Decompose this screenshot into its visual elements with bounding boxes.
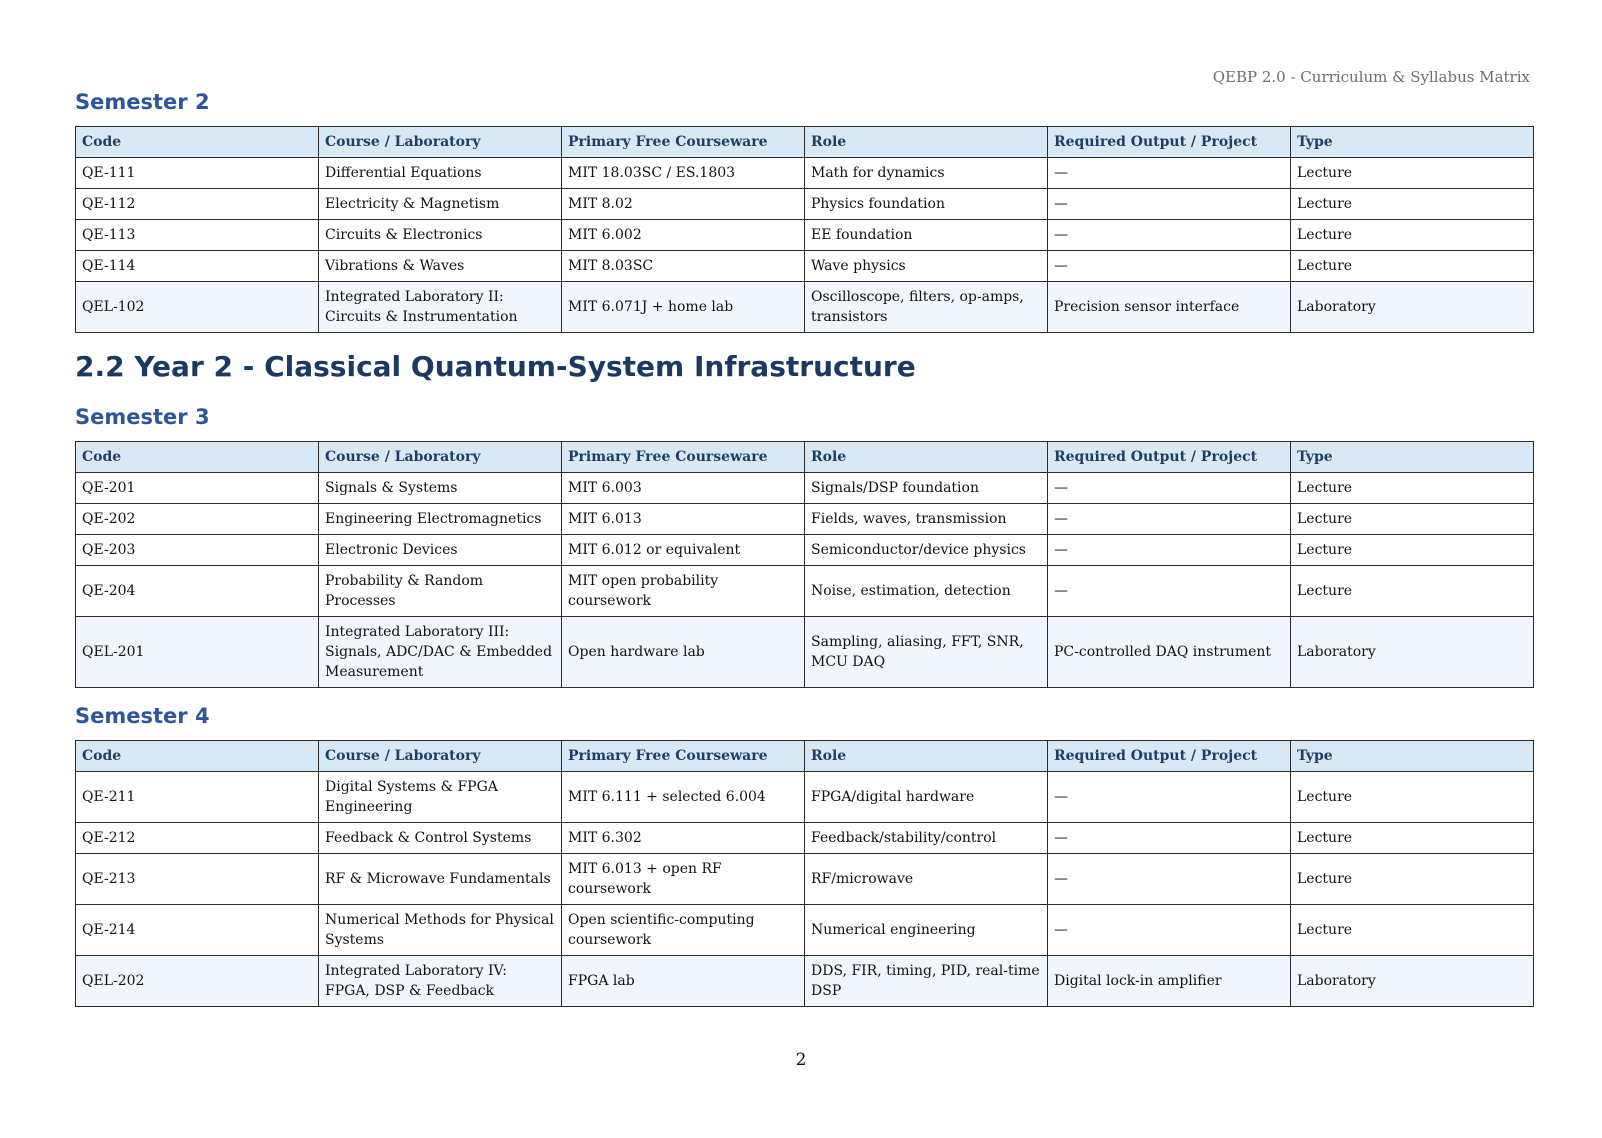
table-cell: QE-112 xyxy=(76,189,319,220)
table-row xyxy=(76,823,1534,854)
table-cell: MIT 18.03SC / ES.1803 xyxy=(562,158,805,189)
table-cell: Lecture xyxy=(1291,504,1534,535)
table-cell: Feedback & Control Systems xyxy=(319,823,562,854)
table-cell: — xyxy=(1048,823,1291,854)
table-cell: MIT 8.02 xyxy=(562,189,805,220)
semester-heading: Semester 2 xyxy=(75,90,210,114)
running-header: QEBP 2.0 - Curriculum & Syllabus Matrix xyxy=(1212,68,1530,86)
year-heading: 2.2 Year 2 - Classical Quantum-System Infrastructure xyxy=(75,350,916,383)
table-cell: QE-113 xyxy=(76,220,319,251)
table-row xyxy=(76,473,1534,504)
table-row xyxy=(76,158,1534,189)
table-cell: Open hardware lab xyxy=(562,617,805,688)
table-cell: Lecture xyxy=(1291,772,1534,823)
table-cell: Circuits & Electronics xyxy=(319,220,562,251)
table-row xyxy=(76,905,1534,956)
table-cell: FPGA lab xyxy=(562,956,805,1007)
table-cell: Math for dynamics xyxy=(805,158,1048,189)
column-header: Role xyxy=(805,741,1048,772)
table-cell: — xyxy=(1048,566,1291,617)
semester-heading: Semester 3 xyxy=(75,405,210,429)
table-cell: Feedback/stability/control xyxy=(805,823,1048,854)
table-cell: QE-212 xyxy=(76,823,319,854)
table-cell: EE foundation xyxy=(805,220,1048,251)
table-cell: Numerical engineering xyxy=(805,905,1048,956)
table-cell: QEL-102 xyxy=(76,282,319,333)
table-cell: QE-111 xyxy=(76,158,319,189)
table-cell: QE-211 xyxy=(76,772,319,823)
table-cell: Lecture xyxy=(1291,473,1534,504)
table-cell: Lecture xyxy=(1291,566,1534,617)
course-table-semester-4 xyxy=(75,740,1534,1007)
course-table-semester-2 xyxy=(75,126,1534,333)
table-cell: DDS, FIR, timing, PID, real-time DSP xyxy=(805,956,1048,1007)
table-row xyxy=(76,282,1534,333)
table-row xyxy=(76,189,1534,220)
table-cell: QEL-202 xyxy=(76,956,319,1007)
table-cell: Laboratory xyxy=(1291,617,1534,688)
table-cell: QEL-201 xyxy=(76,617,319,688)
table-cell: Electronic Devices xyxy=(319,535,562,566)
table-cell: Probability & Random Processes xyxy=(319,566,562,617)
table-cell: MIT 6.111 + selected 6.004 xyxy=(562,772,805,823)
column-header: Type xyxy=(1291,127,1534,158)
course-table-semester-3 xyxy=(75,441,1534,688)
page-number: 2 xyxy=(795,1050,807,1070)
column-header: Role xyxy=(805,127,1048,158)
table-cell: Engineering Electromagnetics xyxy=(319,504,562,535)
table-row xyxy=(76,617,1534,688)
column-header: Primary Free Courseware xyxy=(562,741,805,772)
table-cell: — xyxy=(1048,251,1291,282)
table-cell: Noise, estimation, detection xyxy=(805,566,1048,617)
table-row xyxy=(76,772,1534,823)
table-cell: Electricity & Magnetism xyxy=(319,189,562,220)
table-cell: Lecture xyxy=(1291,854,1534,905)
table-cell: Laboratory xyxy=(1291,956,1534,1007)
table-cell: Wave physics xyxy=(805,251,1048,282)
column-header: Required Output / Project xyxy=(1048,127,1291,158)
table-cell: — xyxy=(1048,504,1291,535)
column-header: Course / Laboratory xyxy=(319,442,562,473)
table-cell: Signals & Systems xyxy=(319,473,562,504)
table-cell: Digital lock-in amplifier xyxy=(1048,956,1291,1007)
table-cell: QE-204 xyxy=(76,566,319,617)
table-cell: Precision sensor interface xyxy=(1048,282,1291,333)
table-cell: — xyxy=(1048,772,1291,823)
table-cell: Digital Systems & FPGA Engineering xyxy=(319,772,562,823)
table-cell: MIT 6.302 xyxy=(562,823,805,854)
table-cell: Differential Equations xyxy=(319,158,562,189)
table-cell: — xyxy=(1048,854,1291,905)
table-cell: Integrated Laboratory II: Circuits & Instrumentation xyxy=(319,282,562,333)
table-cell: FPGA/digital hardware xyxy=(805,772,1048,823)
table-cell: QE-213 xyxy=(76,854,319,905)
semester-heading: Semester 4 xyxy=(75,704,210,728)
table-cell: Numerical Methods for Physical Systems xyxy=(319,905,562,956)
table-cell: Lecture xyxy=(1291,251,1534,282)
table-row xyxy=(76,535,1534,566)
column-header: Role xyxy=(805,442,1048,473)
table-cell: MIT open probability coursework xyxy=(562,566,805,617)
table-cell: Fields, waves, transmission xyxy=(805,504,1048,535)
table-cell: — xyxy=(1048,189,1291,220)
table-cell: Signals/DSP foundation xyxy=(805,473,1048,504)
table-cell: RF/microwave xyxy=(805,854,1048,905)
table-cell: QE-114 xyxy=(76,251,319,282)
column-header: Type xyxy=(1291,442,1534,473)
table-row xyxy=(76,220,1534,251)
table-header-row xyxy=(76,442,1534,473)
table-cell: MIT 6.013 xyxy=(562,504,805,535)
column-header: Code xyxy=(76,741,319,772)
table-cell: RF & Microwave Fundamentals xyxy=(319,854,562,905)
table-cell: QE-203 xyxy=(76,535,319,566)
column-header: Required Output / Project xyxy=(1048,442,1291,473)
table-cell: QE-214 xyxy=(76,905,319,956)
table-row xyxy=(76,566,1534,617)
table-cell: Sampling, aliasing, FFT, SNR, MCU DAQ xyxy=(805,617,1048,688)
table-cell: Lecture xyxy=(1291,535,1534,566)
table-cell: — xyxy=(1048,158,1291,189)
table-header-row xyxy=(76,741,1534,772)
column-header: Type xyxy=(1291,741,1534,772)
table-cell: Oscilloscope, filters, op-amps, transistors xyxy=(805,282,1048,333)
table-cell: MIT 8.03SC xyxy=(562,251,805,282)
table-cell: — xyxy=(1048,220,1291,251)
table-cell: — xyxy=(1048,535,1291,566)
table-cell: Physics foundation xyxy=(805,189,1048,220)
table-cell: Vibrations & Waves xyxy=(319,251,562,282)
table-cell: MIT 6.002 xyxy=(562,220,805,251)
column-header: Course / Laboratory xyxy=(319,741,562,772)
table-row xyxy=(76,854,1534,905)
column-header: Required Output / Project xyxy=(1048,741,1291,772)
table-cell: Lecture xyxy=(1291,823,1534,854)
table-cell: Integrated Laboratory III: Signals, ADC/DAC & Embedded Measurement xyxy=(319,617,562,688)
table-cell: Lecture xyxy=(1291,189,1534,220)
table-cell: MIT 6.013 + open RF coursework xyxy=(562,854,805,905)
table-cell: Lecture xyxy=(1291,220,1534,251)
table-cell: Lecture xyxy=(1291,158,1534,189)
table-row xyxy=(76,251,1534,282)
table-cell: Open scientific-computing coursework xyxy=(562,905,805,956)
table-cell: Laboratory xyxy=(1291,282,1534,333)
table-cell: Semiconductor/device physics xyxy=(805,535,1048,566)
table-cell: PC-controlled DAQ instrument xyxy=(1048,617,1291,688)
column-header: Primary Free Courseware xyxy=(562,127,805,158)
column-header: Primary Free Courseware xyxy=(562,442,805,473)
table-cell: — xyxy=(1048,905,1291,956)
table-cell: QE-202 xyxy=(76,504,319,535)
table-cell: MIT 6.012 or equivalent xyxy=(562,535,805,566)
page-content xyxy=(75,88,1533,1021)
table-header-row xyxy=(76,127,1534,158)
column-header: Code xyxy=(76,127,319,158)
table-cell: QE-201 xyxy=(76,473,319,504)
table-row xyxy=(76,504,1534,535)
table-cell: — xyxy=(1048,473,1291,504)
table-cell: MIT 6.071J + home lab xyxy=(562,282,805,333)
column-header: Course / Laboratory xyxy=(319,127,562,158)
column-header: Code xyxy=(76,442,319,473)
table-row xyxy=(76,956,1534,1007)
table-cell: Integrated Laboratory IV: FPGA, DSP & Feedback xyxy=(319,956,562,1007)
table-cell: MIT 6.003 xyxy=(562,473,805,504)
table-cell: Lecture xyxy=(1291,905,1534,956)
